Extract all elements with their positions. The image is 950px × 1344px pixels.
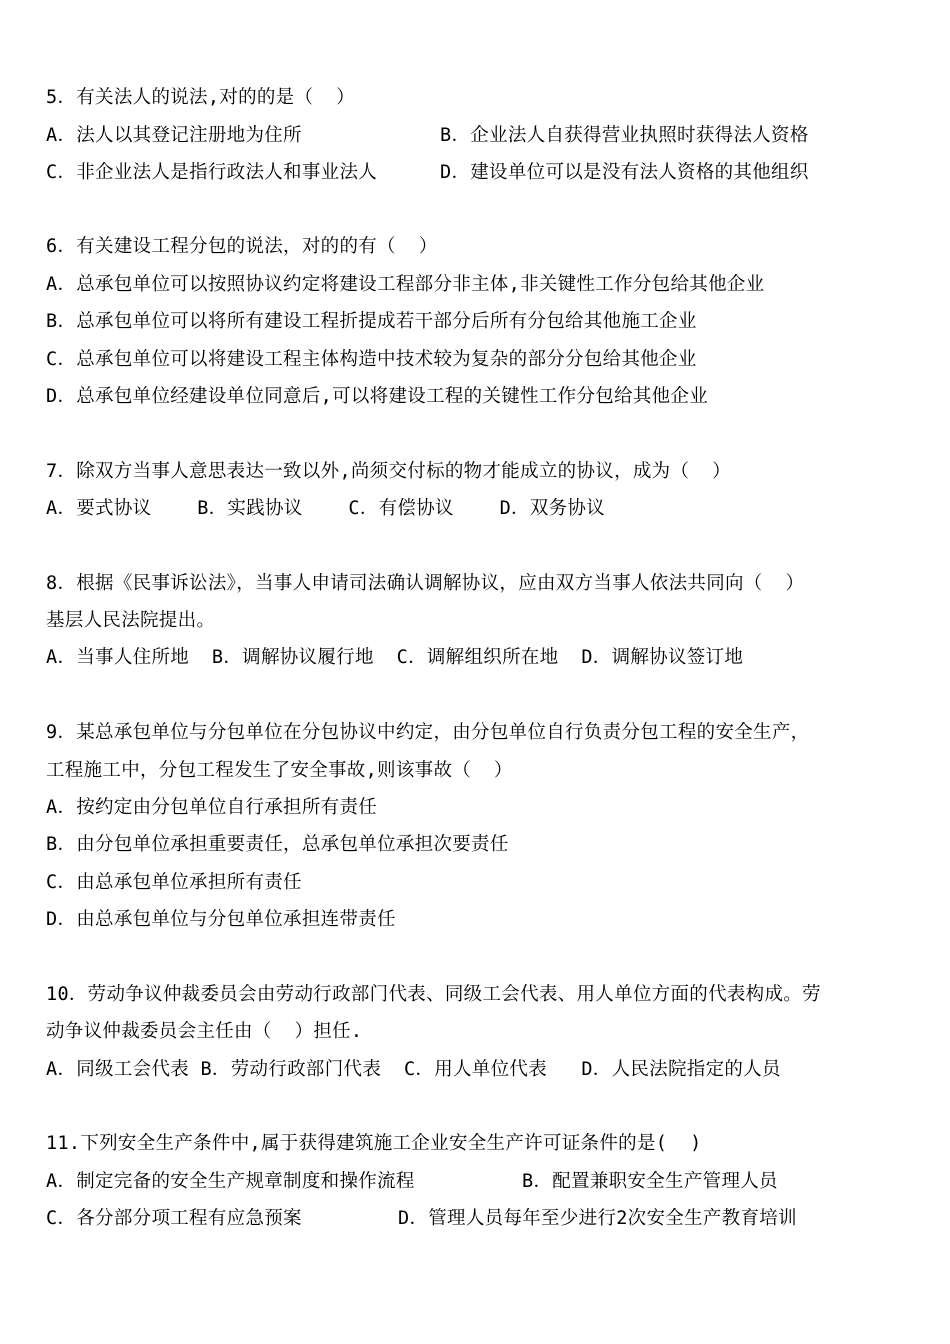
question-6-option-a: A．总承包单位可以按照协议约定将建设工程部分非主体,非关键性工作分包给其他企业 — [46, 274, 765, 295]
question-9-option-b: B．由分包单位承担重要责任，总承包单位承担次要责任 — [46, 834, 509, 855]
question-8-stem-line-2: 基层人民法院提出。 — [46, 610, 216, 631]
question-5-stem: 5．有关法人的说法,对的的是（ ） — [46, 87, 355, 108]
question-5-option-b: B．企业法人自获得营业执照时获得法人资格 — [440, 125, 809, 146]
question-9-option-c: C．由总承包单位承担所有责任 — [46, 872, 302, 893]
question-10-stem-line-1: 10．劳动争议仲裁委员会由劳动行政部门代表、同级工会代表、用人单位方面的代表构成。劳 — [46, 984, 821, 1005]
question-11-option-c: C．各分部分项工程有应急预案 — [46, 1208, 302, 1229]
question-6-option-b: B．总承包单位可以将所有建设工程折提成若干部分后所有分包给其他施工企业 — [46, 311, 697, 332]
question-10-stem-line-2: 动争议仲裁委员会主任由（ ）担任. — [46, 1021, 363, 1042]
question-5-option-d: D．建设单位可以是没有法人资格的其他组织 — [440, 162, 809, 183]
question-8-options: A．当事人住所地 B．调解协议履行地 C．调解组织所在地 D．调解协议签订地 — [46, 647, 744, 668]
question-9-option-a: A．按约定由分包单位自行承担所有责任 — [46, 797, 378, 818]
question-9-stem-line-1: 9．某总承包单位与分包单位在分包协议中约定，由分包单位自行负责分包工程的安全生产， — [46, 722, 810, 743]
question-6-stem: 6．有关建设工程分包的说法，对的的有（ ） — [46, 236, 438, 257]
question-9-option-d: D．由总承包单位与分包单位承担连带责任 — [46, 909, 396, 930]
question-9-stem-line-2: 工程施工中，分包工程发生了安全事故,则该事故（ ） — [46, 760, 513, 781]
question-7-options: A．要式协议 B．实践协议 C．有偿协议 D．双务协议 — [46, 498, 606, 519]
question-6-option-d: D．总承包单位经建设单位同意后,可以将建设工程的关键性工作分包给其他企业 — [46, 386, 709, 407]
question-11-option-b: B．配置兼职安全生产管理人员 — [522, 1171, 778, 1192]
question-6-option-c: C．总承包单位可以将建设工程主体构造中技术较为复杂的部分分包给其他企业 — [46, 349, 697, 370]
question-7-stem: 7．除双方当事人意思表达一致以外,尚须交付标的物才能成立的协议，成为（ ） — [46, 461, 731, 482]
question-11-option-a: A．制定完备的安全生产规章制度和操作流程 — [46, 1171, 415, 1192]
question-11-option-d: D．管理人员每年至少进行2次安全生产教育培训 — [398, 1208, 797, 1229]
question-11-stem: 11.下列安全生产条件中,属于获得建筑施工企业安全生产许可证条件的是( ) — [46, 1133, 702, 1154]
question-5-option-c: C．非企业法人是指行政法人和事业法人 — [46, 162, 378, 183]
question-8-stem-line-1: 8．根据《民事诉讼法》，当事人申请司法确认调解协议，应由双方当事人依法共同向（ ） — [46, 573, 805, 594]
question-5-option-a: A．法人以其登记注册地为住所 — [46, 125, 302, 146]
question-10-options: A．同级工会代表 B．劳动行政部门代表 C．用人单位代表 D．人民法院指定的人员 — [46, 1059, 781, 1080]
